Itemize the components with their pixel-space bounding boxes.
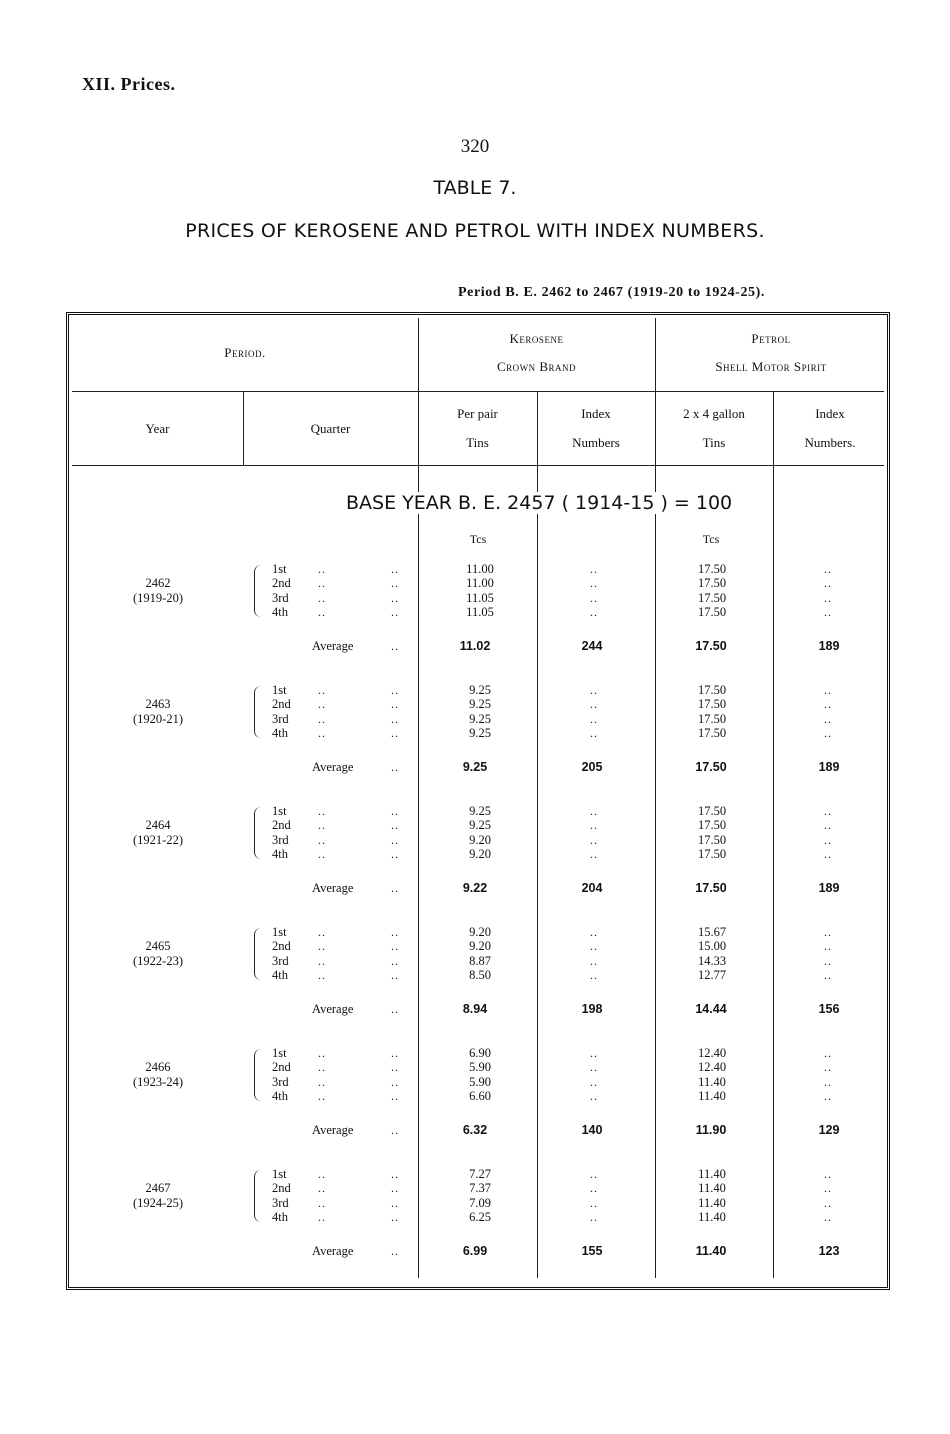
average-petrol-index: 123 [818, 1244, 840, 1258]
petrol-index-dots: .. [824, 804, 832, 818]
average-kerosene-index: 155 [581, 1244, 603, 1258]
table-subtitle: PRICES OF KEROSENE AND PETROL WITH INDEX NUMBERS. [185, 220, 765, 242]
kerosene-price: 6.60 [469, 1088, 491, 1103]
petrol-price: 17.50 [697, 818, 727, 833]
petrol-price: 12.40 [697, 1046, 727, 1060]
kerosene-price: 11.05 [466, 590, 494, 605]
kerosene-index-dots: .. [590, 953, 598, 968]
leader-dots: .. [391, 804, 399, 818]
petrol-index-dots: .. [824, 576, 832, 591]
header-numbers-1: Numbers [572, 435, 620, 450]
average-kerosene: 11.02 [459, 639, 491, 653]
quarter-label: 1st [272, 562, 287, 576]
kerosene-index-dots: .. [590, 832, 598, 847]
average-kerosene: 9.22 [462, 881, 488, 895]
petrol-index-dots: .. [824, 562, 832, 576]
leader-dots: .. [391, 639, 399, 653]
leader-dots: .. [391, 925, 399, 939]
kerosene-price: 7.27 [469, 1167, 491, 1181]
base-year-banner: BASE YEAR B. E. 2457 ( 1914-15 ) = 100 [346, 492, 733, 514]
quarter-label: 3rd [272, 1074, 289, 1089]
kerosene-index-dots: .. [590, 683, 598, 697]
quarter-label: 4th [272, 1088, 288, 1103]
average-label: Average [312, 760, 354, 774]
leader-dots: .. [318, 818, 326, 833]
quarter-label: 4th [272, 604, 288, 619]
average-kerosene-index: 198 [581, 1002, 603, 1016]
kerosene-price: 6.90 [469, 1046, 491, 1060]
petrol-price: 15.67 [697, 925, 727, 939]
petrol-index-dots: .. [824, 832, 832, 847]
petrol-price: 11.40 [698, 1181, 726, 1196]
period-note: Period B. E. 2462 to 2467 (1919-20 to 1924-25). [458, 285, 766, 300]
column-rule-petrol [655, 318, 656, 1278]
petrol-index-dots: .. [824, 1181, 832, 1196]
kerosene-price: 7.37 [469, 1181, 491, 1196]
petrol-price: 11.40 [698, 1209, 726, 1224]
quarter-label: 3rd [272, 953, 289, 968]
petrol-index-dots: .. [824, 818, 832, 833]
leader-dots: .. [318, 1074, 326, 1089]
petrol-price: 17.50 [697, 832, 727, 847]
header-index-2: Index [815, 406, 845, 421]
unit-petrol: Tcs [702, 532, 720, 546]
petrol-price: 11.40 [698, 1088, 726, 1103]
average-kerosene-index: 204 [581, 881, 603, 895]
kerosene-index-dots: .. [590, 1088, 598, 1103]
petrol-price: 11.40 [698, 1195, 726, 1210]
table-title: TABLE 7. [433, 177, 517, 199]
petrol-index-dots: .. [824, 1209, 832, 1224]
kerosene-price: 9.20 [469, 939, 491, 954]
kerosene-index-dots: .. [590, 590, 598, 605]
kerosene-index-dots: .. [590, 804, 598, 818]
column-rule-kerosene [418, 318, 419, 1278]
kerosene-price: 9.20 [469, 925, 491, 939]
quarter-label: 3rd [272, 1195, 289, 1210]
leader-dots: .. [318, 832, 326, 847]
petrol-index-dots: .. [824, 925, 832, 939]
petrol-index-dots: .. [824, 1046, 832, 1060]
petrol-price: 12.77 [697, 967, 727, 982]
petrol-price: 17.50 [697, 562, 727, 576]
average-petrol-index: 189 [818, 639, 840, 653]
leader-dots: .. [391, 953, 399, 968]
petrol-price: 17.50 [697, 697, 727, 712]
leader-dots: .. [391, 1088, 399, 1103]
petrol-index-dots: .. [824, 1195, 832, 1210]
leader-dots: .. [318, 1088, 326, 1103]
kerosene-index-dots: .. [590, 576, 598, 591]
year-be: 2462 [145, 576, 171, 590]
kerosene-index-dots: .. [590, 725, 598, 740]
quarter-brace [254, 1170, 265, 1222]
average-label: Average [312, 1002, 354, 1016]
kerosene-index-dots: .. [590, 846, 598, 861]
kerosene-price: 11.00 [466, 576, 494, 591]
petrol-price: 17.50 [697, 576, 727, 591]
kerosene-index-dots: .. [590, 1195, 598, 1210]
petrol-index-dots: .. [824, 1060, 832, 1075]
average-label: Average [312, 1244, 354, 1258]
leader-dots: .. [391, 1002, 399, 1016]
quarter-label: 4th [272, 967, 288, 982]
kerosene-price: 9.25 [469, 818, 491, 833]
year-ad: (1922-23) [133, 954, 183, 968]
kerosene-price: 9.25 [469, 683, 491, 697]
year-be: 2464 [145, 818, 171, 832]
header-numbers-2: Numbers. [804, 435, 856, 450]
average-kerosene-index: 140 [581, 1123, 603, 1137]
leader-dots: .. [391, 683, 399, 697]
header-bottom-rule [72, 465, 884, 466]
kerosene-price: 11.00 [466, 562, 494, 576]
kerosene-index-dots: .. [590, 818, 598, 833]
leader-dots: .. [391, 604, 399, 619]
petrol-price: 17.50 [697, 590, 727, 605]
unit-kerosene: Tcs [469, 532, 487, 546]
leader-dots: .. [391, 697, 399, 712]
kerosene-index-dots: .. [590, 925, 598, 939]
quarter-label: 3rd [272, 590, 289, 605]
kerosene-index-dots: .. [590, 1209, 598, 1224]
kerosene-price: 11.05 [466, 604, 494, 619]
quarter-label: 2nd [272, 1060, 291, 1075]
leader-dots: .. [391, 1074, 399, 1089]
leader-dots: .. [318, 562, 326, 576]
petrol-price: 17.50 [697, 683, 727, 697]
header-tins-2: Tins [702, 435, 726, 450]
petrol-price: 11.40 [698, 1074, 726, 1089]
year-be: 2467 [145, 1181, 171, 1195]
leader-dots: .. [318, 953, 326, 968]
leader-dots: .. [391, 1123, 399, 1137]
year-ad: (1923-24) [133, 1075, 183, 1089]
leader-dots: .. [318, 604, 326, 619]
quarter-brace [254, 807, 265, 859]
kerosene-price: 5.90 [469, 1060, 491, 1075]
leader-dots: .. [318, 1046, 326, 1060]
kerosene-index-dots: .. [590, 1046, 598, 1060]
leader-dots: .. [391, 711, 399, 726]
petrol-price: 12.40 [697, 1060, 727, 1075]
leader-dots: .. [391, 832, 399, 847]
average-petrol-index: 189 [818, 881, 840, 895]
leader-dots: .. [391, 846, 399, 861]
average-petrol: 17.50 [695, 760, 727, 774]
leader-dots: .. [318, 1167, 326, 1181]
year-be: 2463 [145, 697, 171, 711]
kerosene-index-dots: .. [590, 697, 598, 712]
quarter-label: 3rd [272, 711, 289, 726]
average-petrol: 17.50 [695, 639, 727, 653]
petrol-price: 17.50 [697, 804, 727, 818]
quarter-brace [254, 928, 265, 980]
year-ad: (1919-20) [133, 591, 183, 605]
quarter-label: 1st [272, 1046, 287, 1060]
quarter-label: 1st [272, 804, 287, 818]
average-petrol: 17.50 [695, 881, 727, 895]
average-petrol: 11.90 [695, 1123, 727, 1137]
quarter-label: 2nd [272, 939, 291, 954]
kerosene-price: 9.25 [469, 804, 491, 818]
petrol-index-dots: .. [824, 711, 832, 726]
quarter-label: 4th [272, 725, 288, 740]
leader-dots: .. [391, 1046, 399, 1060]
year-be: 2466 [145, 1060, 171, 1074]
kerosene-price: 6.25 [469, 1209, 491, 1224]
leader-dots: .. [318, 925, 326, 939]
kerosene-price: 8.50 [469, 967, 491, 982]
column-rule-k-index [537, 392, 538, 1278]
leader-dots: .. [391, 1209, 399, 1224]
quarter-label: 1st [272, 683, 287, 697]
header-gallon: 2 x 4 gallon [683, 406, 745, 421]
year-ad: (1924-25) [133, 1196, 183, 1210]
quarter-label: 2nd [272, 697, 291, 712]
petrol-price: 15.00 [697, 939, 727, 954]
petrol-index-dots: .. [824, 604, 832, 619]
average-kerosene-index: 205 [581, 760, 603, 774]
petrol-index-dots: .. [824, 590, 832, 605]
leader-dots: .. [391, 760, 399, 774]
quarter-label: 2nd [272, 1181, 291, 1196]
header-divider [72, 391, 884, 392]
leader-dots: .. [391, 1060, 399, 1075]
quarter-label: 2nd [272, 576, 291, 591]
header-shell: Shell Motor Spirit [715, 359, 827, 374]
leader-dots: .. [318, 725, 326, 740]
kerosene-index-dots: .. [590, 1181, 598, 1196]
leader-dots: .. [318, 697, 326, 712]
table-frame [66, 312, 890, 1290]
kerosene-price: 9.20 [469, 846, 491, 861]
header-crown-brand: Crown Brand [496, 359, 577, 374]
petrol-index-dots: .. [824, 1074, 832, 1089]
leader-dots: .. [391, 1244, 399, 1258]
leader-dots: .. [318, 804, 326, 818]
header-quarter: Quarter [310, 421, 351, 436]
leader-dots: .. [318, 1209, 326, 1224]
leader-dots: .. [391, 562, 399, 576]
petrol-index-dots: .. [824, 967, 832, 982]
petrol-price: 14.33 [697, 953, 727, 968]
quarter-brace [254, 1049, 265, 1101]
leader-dots: .. [318, 939, 326, 954]
petrol-index-dots: .. [824, 683, 832, 697]
kerosene-price: 9.20 [469, 832, 491, 847]
kerosene-index-dots: .. [590, 1060, 598, 1075]
petrol-index-dots: .. [824, 1167, 832, 1181]
average-kerosene-index: 244 [581, 639, 603, 653]
kerosene-price: 5.90 [469, 1074, 491, 1089]
quarter-label: 1st [272, 925, 287, 939]
leader-dots: .. [391, 939, 399, 954]
leader-dots: .. [318, 576, 326, 591]
leader-dots: .. [318, 967, 326, 982]
quarter-label: 3rd [272, 832, 289, 847]
average-label: Average [312, 639, 354, 653]
kerosene-price: 8.87 [469, 953, 491, 968]
kerosene-index-dots: .. [590, 939, 598, 954]
leader-dots: .. [391, 725, 399, 740]
leader-dots: .. [391, 967, 399, 982]
kerosene-price: 9.25 [469, 697, 491, 712]
leader-dots: .. [391, 818, 399, 833]
quarter-label: 4th [272, 1209, 288, 1224]
year-ad: (1920-21) [133, 712, 183, 726]
leader-dots: .. [318, 1181, 326, 1196]
quarter-brace [254, 686, 265, 738]
average-petrol-index: 129 [818, 1123, 840, 1137]
kerosene-index-dots: .. [590, 604, 598, 619]
petrol-price: 17.50 [697, 725, 727, 740]
section-heading: XII. Prices. [82, 74, 176, 94]
kerosene-index-dots: .. [590, 1074, 598, 1089]
header-period: Period. [224, 345, 266, 360]
leader-dots: .. [318, 590, 326, 605]
year-be: 2465 [145, 939, 171, 953]
kerosene-price: 9.25 [469, 711, 491, 726]
kerosene-index-dots: .. [590, 711, 598, 726]
average-petrol: 14.44 [695, 1002, 727, 1016]
header-tins: Tins [466, 435, 489, 450]
leader-dots: .. [391, 1167, 399, 1181]
kerosene-price: 9.25 [469, 725, 491, 740]
petrol-price: 17.50 [697, 711, 727, 726]
page-number: 320 [460, 136, 490, 157]
leader-dots: .. [391, 881, 399, 895]
column-rule-p-index [773, 392, 774, 1278]
header-petrol: Petrol [751, 331, 791, 346]
average-kerosene: 8.94 [462, 1002, 488, 1016]
petrol-index-dots: .. [824, 1088, 832, 1103]
leader-dots: .. [318, 846, 326, 861]
leader-dots: .. [391, 590, 399, 605]
kerosene-index-dots: .. [590, 967, 598, 982]
petrol-price: 11.40 [698, 1167, 726, 1181]
leader-dots: .. [318, 711, 326, 726]
average-label: Average [312, 1123, 354, 1137]
petrol-index-dots: .. [824, 846, 832, 861]
header-year: Year [145, 421, 170, 436]
petrol-index-dots: .. [824, 953, 832, 968]
petrol-index-dots: .. [824, 939, 832, 954]
header-kerosene: Kerosene [509, 331, 564, 346]
leader-dots: .. [391, 1195, 399, 1210]
average-label: Average [312, 881, 354, 895]
year-ad: (1921-22) [133, 833, 183, 847]
kerosene-index-dots: .. [590, 1167, 598, 1181]
kerosene-index-dots: .. [590, 562, 598, 576]
quarter-label: 1st [272, 1167, 287, 1181]
petrol-index-dots: .. [824, 725, 832, 740]
average-kerosene: 6.32 [462, 1123, 488, 1137]
average-petrol: 11.40 [695, 1244, 727, 1258]
leader-dots: .. [391, 576, 399, 591]
leader-dots: .. [318, 1060, 326, 1075]
leader-dots: .. [391, 1181, 399, 1196]
average-petrol-index: 189 [818, 760, 840, 774]
petrol-price: 17.50 [697, 604, 727, 619]
leader-dots: .. [318, 683, 326, 697]
leader-dots: .. [318, 1195, 326, 1210]
average-kerosene: 9.25 [462, 760, 488, 774]
quarter-label: 2nd [272, 818, 291, 833]
average-kerosene: 6.99 [462, 1244, 488, 1258]
petrol-price: 17.50 [697, 846, 727, 861]
petrol-index-dots: .. [824, 697, 832, 712]
header-per-pair: Per pair [457, 406, 498, 421]
quarter-brace [254, 565, 265, 617]
header-index-1: Index [581, 406, 611, 421]
average-petrol-index: 156 [818, 1002, 840, 1016]
kerosene-price: 7.09 [469, 1195, 491, 1210]
quarter-label: 4th [272, 846, 288, 861]
